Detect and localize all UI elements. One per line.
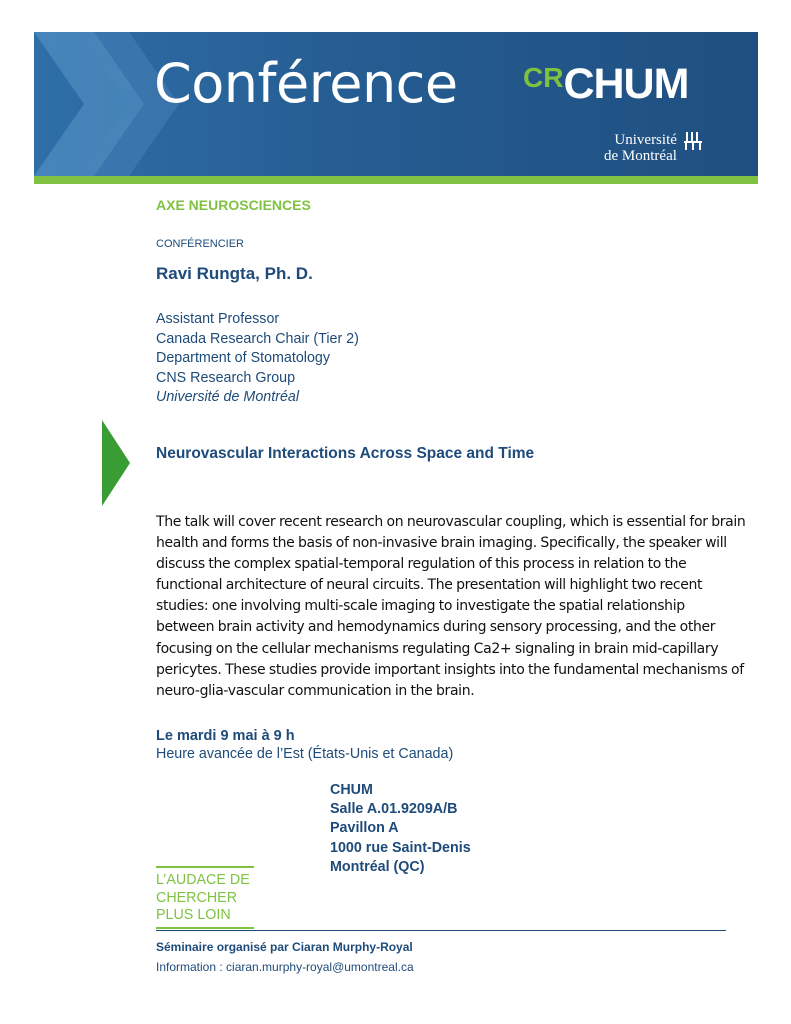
venue-line: CHUM — [330, 782, 373, 798]
tagline — [156, 872, 250, 925]
talk-title: Neurovascular Interactions Across Space and Time — [156, 445, 535, 462]
crchum-logo — [523, 60, 688, 109]
footer-rule — [156, 930, 726, 931]
event-timezone: Heure avancée de l’Est (États-Unis et Canada) — [156, 746, 454, 762]
tagline-line: CHERCHER — [156, 889, 238, 906]
affiliation-university: Université de Montréal — [156, 389, 300, 405]
speaker-affiliations — [156, 310, 359, 408]
udem-line2: de Montréal — [604, 148, 677, 164]
banner-title: Conférence — [154, 52, 458, 115]
venue-line: Salle A.01.9209A/B — [330, 801, 458, 818]
seminar-organizer: Séminaire organisé par Ciaran Murphy-Royal — [156, 940, 413, 954]
green-arrow-icon — [102, 420, 130, 506]
research-axis-heading: AXE NEUROSCIENCES — [156, 197, 311, 213]
venue-address — [330, 781, 471, 877]
speaker-name: Ravi Rungta, Ph. D. — [156, 264, 313, 283]
speaker-role-label: CONFÉRENCIER — [156, 238, 245, 250]
event-date: Le mardi 9 mai à 9 h — [156, 728, 295, 744]
udem-logo-text — [604, 132, 677, 164]
venue-line: 1000 rue Saint-Denis — [330, 839, 471, 856]
affiliation-line: Canada Research Chair (Tier 2) — [156, 330, 359, 347]
affiliation-line: Assistant Professor — [156, 311, 280, 327]
affiliation-line: Department of Stomatology — [156, 350, 331, 366]
banner-green-rule — [34, 176, 758, 184]
header-banner — [34, 32, 758, 176]
talk-abstract: The talk will cover recent research on neurovascular coupling, which is essential for brain health and forms the basis of non-invasive brain imaging. Specifically, the speaker will discuss the complex spatial-temporal regulation of this process in relation to the functional architecture of neural circuits. The presentation will highlight two recent studies: one involving multi-scale imaging to investigate the spatial relationship between brain activity and hemodynamics during sensory processing, and the other focusing on the cellular mechanisms regulating Ca2+ signaling in brain mid-capillary pericytes. These studies provide important insights into the fundamental mechanisms of neuro-glia-vascular communication in the brain. — [156, 514, 746, 699]
udem-line1: Université — [614, 132, 677, 148]
venue-line: Pavillon A — [330, 820, 399, 837]
tagline-bottom-rule — [156, 927, 254, 929]
tagline-line: PLUS LOIN — [156, 907, 231, 923]
logo-chum-text: CHUM — [563, 60, 689, 108]
logo-cr-text: CR — [523, 62, 564, 93]
venue-line: Montréal (QC) — [330, 858, 425, 875]
affiliation-line: CNS Research Group — [156, 369, 296, 386]
contact-information: Information : ciaran.murphy-royal@umontreal.ca — [156, 960, 414, 974]
tagline-line: L’AUDACE DE — [156, 872, 250, 888]
tagline-top-rule — [156, 866, 254, 868]
udem-emblem-icon — [684, 132, 710, 150]
